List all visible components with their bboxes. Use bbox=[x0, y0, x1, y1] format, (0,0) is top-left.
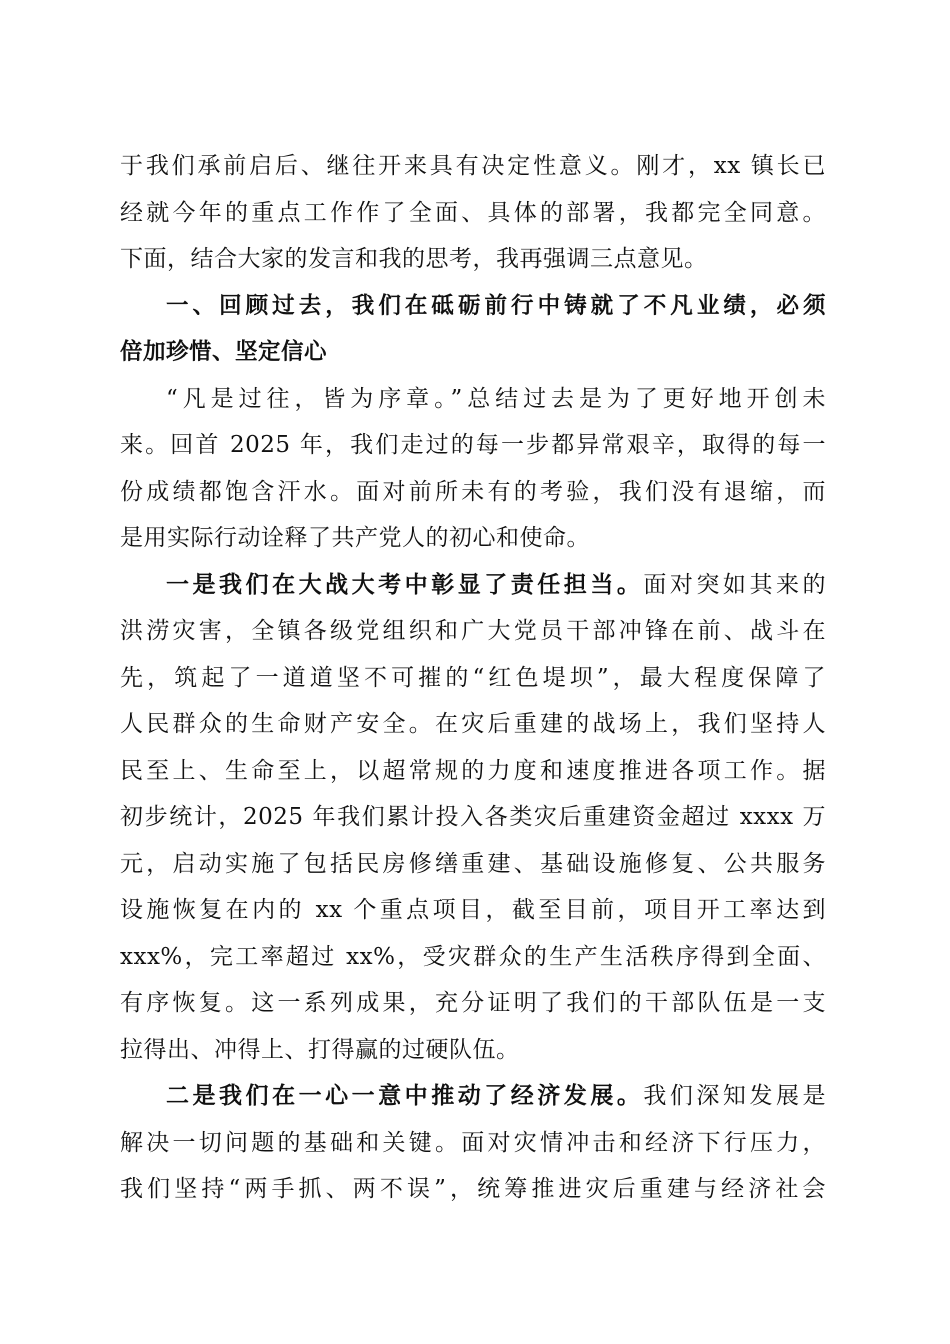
text-line: “凡是过往，皆为序章。”总结过去是为了更好地开创未 bbox=[166, 385, 826, 412]
text-line bbox=[120, 1073, 826, 1120]
text-line: 洪涝灾害，全镇各级党组织和广大党员干部冲锋在前、战斗在 bbox=[120, 618, 826, 644]
point-lead-rest: 面对突如其来的 bbox=[643, 571, 827, 598]
text-line: 拉得出、冲得上、打得赢的过硬队伍。 bbox=[120, 1036, 520, 1063]
paragraph-point-1 bbox=[120, 562, 826, 1074]
text-line: 于我们承前启后、继往开来具有决定性意义。刚才，xx 镇长已 bbox=[120, 153, 826, 179]
paragraph-review bbox=[120, 376, 826, 562]
text-line: 解决一切问题的基础和关键。面对灾情冲击和经济下行压力， bbox=[120, 1129, 826, 1156]
text-line: 有序恢复。这一系列成果，充分证明了我们的干部队伍是一支 bbox=[120, 990, 826, 1016]
text-line: 份成绩都饱含汗水。面对前所未有的考验，我们没有退缩，而 bbox=[120, 478, 826, 505]
point-lead-rest: 我们深知发展是 bbox=[643, 1083, 827, 1109]
text-line: 人民群众的生命财产安全。在灾后重建的战场上，我们坚持人 bbox=[120, 711, 826, 737]
point-lead: 一是我们在大战大考中彰显了责任担当。 bbox=[166, 570, 644, 598]
text-line: 是用实际行动诠释了共产党人的初心和使命。 bbox=[120, 525, 590, 551]
text-line: 我们坚持“两手抓、两不误”，统筹推进灾后重建与经济社会 bbox=[120, 1176, 826, 1202]
text-line: 设施恢复在内的 xx 个重点项目，截至目前，项目开工率达到 bbox=[120, 897, 826, 923]
point-lead: 二是我们在一心一意中推动了经济发展。 bbox=[166, 1082, 644, 1109]
text-line: 初步统计，2025 年我们累计投入各类灾后重建资金超过 xxxx 万 bbox=[120, 804, 826, 830]
text-line: 民至上、生命至上，以超常规的力度和速度推进各项工作。据 bbox=[120, 757, 826, 784]
text-line: 元，启动实施了包括民房修缮重建、基础设施修复、公共服务 bbox=[120, 850, 826, 877]
text-line bbox=[120, 562, 826, 609]
text-line: 下面，结合大家的发言和我的思考，我再强调三点意见。 bbox=[120, 246, 708, 272]
document-body bbox=[120, 143, 826, 1213]
section-heading-1 bbox=[120, 283, 826, 376]
text-line: xxx%，完工率超过 xx%，受灾群众的生产生活秩序得到全面、 bbox=[120, 943, 826, 970]
text-line: 来。回首 2025 年，我们走过的每一步都异常艰辛，取得的每一 bbox=[120, 432, 826, 458]
paragraph-point-2 bbox=[120, 1073, 826, 1213]
paragraph-intro bbox=[120, 143, 826, 283]
text-line: 经就今年的重点工作作了全面、具体的部署，我都完全同意。 bbox=[120, 199, 826, 226]
heading-line: 一、回顾过去，我们在砥砺前行中铸就了不凡业绩，必须 bbox=[166, 292, 826, 319]
heading-line: 倍加珍惜、坚定信心 bbox=[120, 339, 328, 365]
text-line: 先，筑起了一道道坚不可摧的“红色堤坝”，最大程度保障了 bbox=[120, 664, 826, 691]
